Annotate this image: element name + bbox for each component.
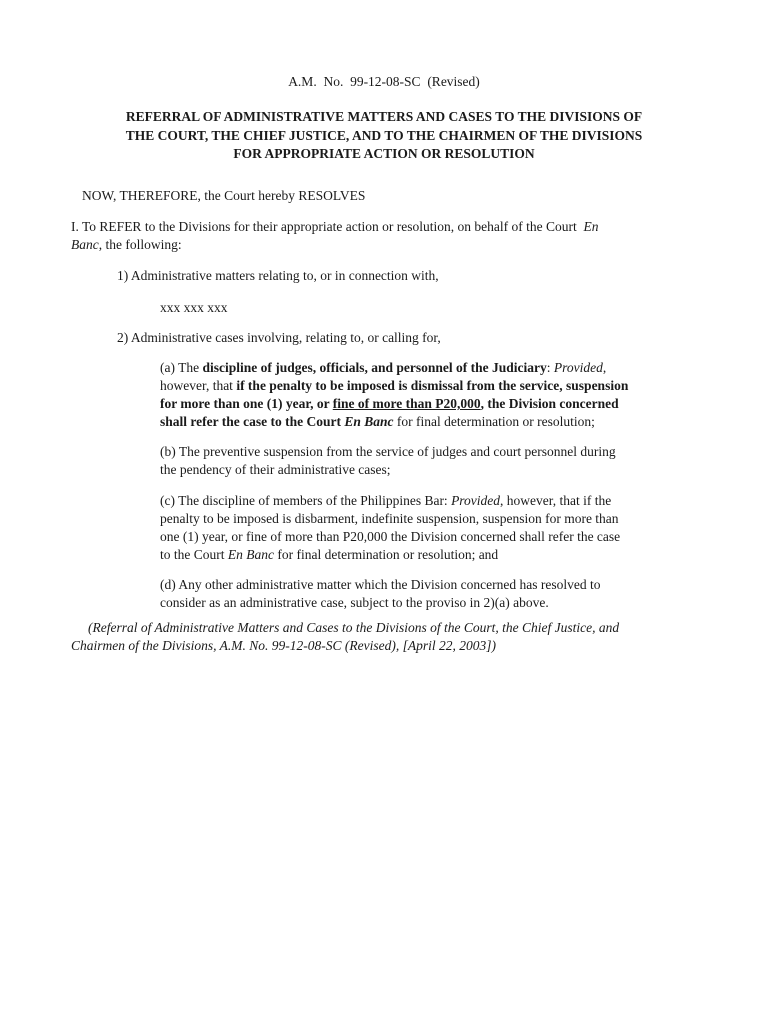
item-i-following: , the following: xyxy=(98,237,182,252)
para-c-final: for final determination or resolution; and xyxy=(274,547,499,562)
paragraph-c-line-3: one (1) year, or fine of more than P20,000 the Division concerned shall refer the case xyxy=(160,529,621,544)
para-a-suspension-bold: for more than one (1) year, or xyxy=(160,396,333,411)
para-c-however: , however, that if the xyxy=(500,493,612,508)
paragraph-b xyxy=(160,443,700,479)
citation-line-1: (Referral of Administrative Matters and Cases to the Divisions of the Court, the Chief Justice, and xyxy=(88,620,620,635)
paragraph-c-line-1 xyxy=(160,492,700,510)
item-i-text: I. To REFER to the Divisions for their appropriate action or resolution, on behalf of the Court xyxy=(71,219,577,234)
paragraph-c-line-4 xyxy=(160,546,700,564)
document-number: A.M. No. 99-12-08-SC (Revised) xyxy=(288,74,480,89)
en-italic: En xyxy=(583,219,599,234)
paragraph-a-line-1 xyxy=(160,359,700,377)
para-a-penalty-bold: if the penalty to be imposed is dismissal from the service, suspension xyxy=(236,378,629,393)
para-c-text: (c) The discipline of members of the Philippines Bar: xyxy=(160,493,452,508)
item-i-line-2 xyxy=(71,236,701,254)
paragraph-a xyxy=(160,359,700,431)
paragraph-c xyxy=(160,492,700,564)
para-a-however: however, that xyxy=(160,378,237,393)
sub-item-2: 2) Administrative cases involving, relating to, or calling for, xyxy=(117,330,441,345)
omitted-placeholder: xxx xxx xxx xyxy=(160,300,228,315)
paragraph-c-line-2: penalty to be imposed is disbarment, indefinite suspension, suspension for more than xyxy=(160,511,619,526)
para-a-refer-bold: shall refer the case to the Court xyxy=(160,414,345,429)
paragraph-a-line-2 xyxy=(160,377,700,395)
citation-line-2: Chairmen of the Divisions, A.M. No. 99-12-08-SC (Revised), [April 22, 2003]) xyxy=(71,638,496,653)
banc-italic: Banc xyxy=(71,237,99,252)
para-a-comma: , xyxy=(602,360,607,375)
sub-item-1: 1) Administrative matters relating to, or in connection with, xyxy=(117,268,439,283)
preamble-text: NOW, THEREFORE, the Court hereby RESOLVES xyxy=(82,188,366,203)
para-a-prefix: (a) The xyxy=(160,360,203,375)
title-line-2: THE COURT, THE CHIEF JUSTICE, AND TO THE CHAIRMEN OF THE DIVISIONS xyxy=(125,127,643,143)
paragraph-b-line-2: the pendency of their administrative cases; xyxy=(160,462,391,477)
title-line-3: FOR APPROPRIATE ACTION OR RESOLUTION xyxy=(233,146,535,161)
paragraph-b-line-1: (b) The preventive suspension from the service of judges and court personnel during xyxy=(160,444,616,459)
para-c-to-court: to the Court xyxy=(160,547,228,562)
para-c-en-banc: En Banc xyxy=(227,547,274,562)
paragraph-d xyxy=(160,576,700,612)
para-a-en-banc: En Banc xyxy=(344,414,394,429)
paragraph-a-line-4 xyxy=(160,413,700,431)
para-c-provided: Provided xyxy=(451,493,501,508)
para-a-provided: Provided xyxy=(553,360,603,375)
title-line-1: REFERRAL OF ADMINISTRATIVE MATTERS AND CASES TO THE DIVISIONS OF xyxy=(125,109,643,124)
para-a-fine-underlined: fine of more than P20,000 xyxy=(332,396,481,411)
para-a-colon: : xyxy=(546,360,554,375)
paragraph-d-line-1: (d) Any other administrative matter which the Division concerned has resolved to xyxy=(160,577,601,592)
item-i-paragraph xyxy=(71,218,701,254)
item-i-line-1 xyxy=(71,218,701,236)
citation xyxy=(71,619,701,655)
para-a-final: for final determination or resolution; xyxy=(393,414,595,429)
para-a-bold-subject: discipline of judges, officials, and personnel of the Judiciary xyxy=(202,360,547,375)
paragraph-a-line-3 xyxy=(160,395,700,413)
para-a-division-bold: , the Division concerned xyxy=(480,396,619,411)
paragraph-d-line-2: consider as an administrative case, subject to the proviso in 2)(a) above. xyxy=(160,595,549,610)
document-title xyxy=(70,108,698,164)
